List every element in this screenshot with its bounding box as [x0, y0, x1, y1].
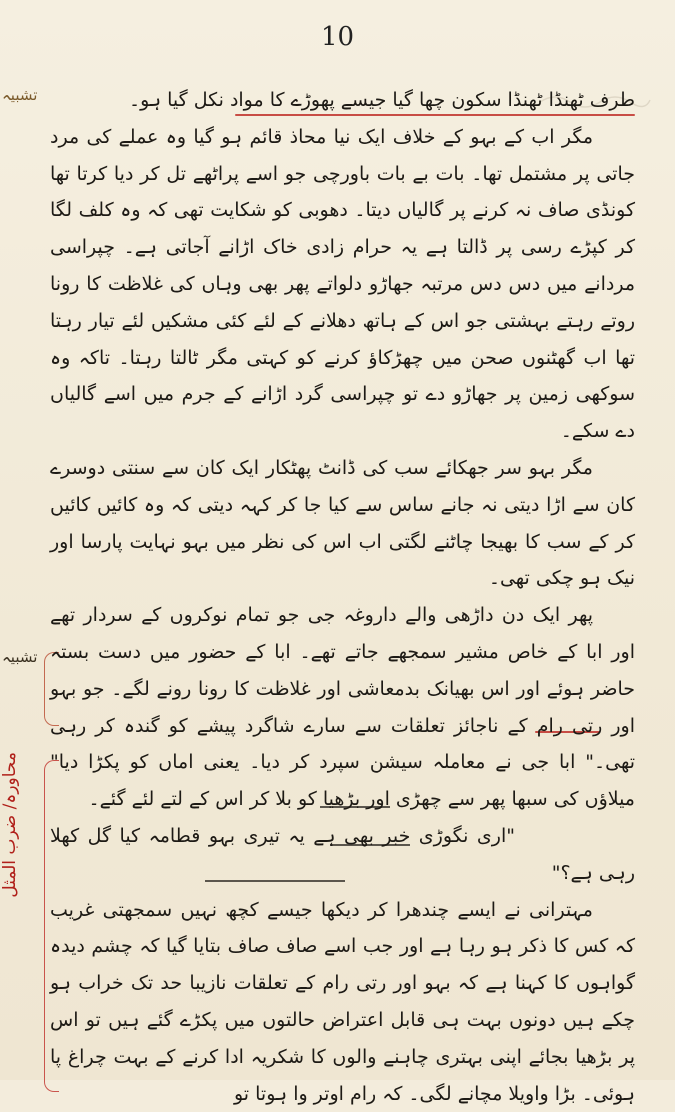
paragraph-3: مگر بہو سر جھکائے سب کی ڈانٹ پھٹکار ایک کان سے سنتی دوسرے کان سے اڑا دیتی نہ جانے ساس سے کیا جا کر کہہ دیتی کہ وہ کائیں کائیں کر کے سب کا بھیجا چاٹنے لگتی اب اس کی نظر میں بہو نہایت پارسا اور نیک ہو چکی تھی۔ [50, 456, 635, 590]
paragraph-4: پھر ایک دن داڑھی والے داروغہ جی جو تمام نوکروں کے سردار تھے اور ابا کے خاص مشیر سمجھے جاتے تھے۔ ابا کے حضور میں دست بستہ حاضر ہوئے اور اس بھیانک بدمعاشی اور غلاظت کا رونا رونے لگے۔ جو بہو اور رتی رام کے ناجائز تعلقات سے سارے شاگرد پیشے کو گندہ کر رہی تھی۔" ابا جی نے معاملہ سیشن سپرد کر دیا۔ یعنی اماں کو پکڑا دیا" میلاؤں کی سبھا پھر سے چھڑی اور بڑھیا کو بلا کر اس کے لتے لئے گئے۔ [50, 604, 635, 811]
margin-note-middle: تشبیہ [2, 648, 38, 666]
paragraph-1: طرف ٹھنڈا ٹھنڈا سکون چھا گیا جیسے پھوڑے کا مواد نکل گیا ہو۔ [129, 89, 635, 111]
main-text [50, 82, 635, 1112]
paragraph-6: مہترانی نے ایسے چندھرا کر دیکھا جیسے کچھ نہیں سمجھتی غریب کہ کس کا ذکر ہو رہا ہے اور جب اسے صاف صاف بتایا گیا کہ چشم دیدہ گواہوں کا کہنا ہے کہ بہو اور رتی رام کے تعلقات نازیبا حد تک خراب ہو چکے ہیں دونوں بہت ہی قابل اعتراض حالتوں میں پکڑے گئے ہیں تو اس پر بڑھیا بجائے اپنی بہتری چاہنے والوں کا شکریہ ادا کرنے کے بہت چراغ پا ہوئی۔ بڑا واویلا مچانے لگی۔ کہ رام اوتر وا ہوتا تو [50, 898, 635, 1105]
page-number: 10 [320, 22, 355, 52]
paragraph-2: مگر اب کے بہو کے خلاف ایک نیا محاذ قائم ہو گیا وہ عملے کی مرد جاتی پر مشتمل تھا۔ بات بے بات باورچی جو اسے پراٹھے تل کر دیا کرتا تھا کونڈی صاف نہ کرنے پر گالیاں دیتا۔ دھوبی کو شکایت تھی کہ وہ کلف لگا کر کپڑے رسی پر ڈالتا ہے یہ حرام زادی خاک اڑانے آجاتی ہے۔ چپراسی مردانے میں دس دس مرتبہ جھاڑو دلواتے پھر بھی وہاں کی غلاظت کا رونا روتے رہتے بہشتی جو اس کے ہاتھ دھلانے کے لئے کئی مشکیں لئے تیار رہتا تھا اب گھٹنوں صحن میں چھڑکاؤ کرنے کو کہتی مگر ٹالتا رہتا۔ تاکہ وہ سوکھی زمین پر جھاڑو دے تو چپراسی گرد اڑانے کے جرم میں اسے گالیاں دے سکے۔ [50, 125, 635, 443]
paragraph-5-dialog: "اری نگوڑی خبر بھی ہے یہ تیری بہو قطامہ کیا گل کھلا رہی ہے؟" [50, 824, 635, 884]
margin-note-red: محاورہ/ ضرب المثل [0, 752, 20, 898]
margin-note-top: تشبیہ [2, 86, 38, 104]
